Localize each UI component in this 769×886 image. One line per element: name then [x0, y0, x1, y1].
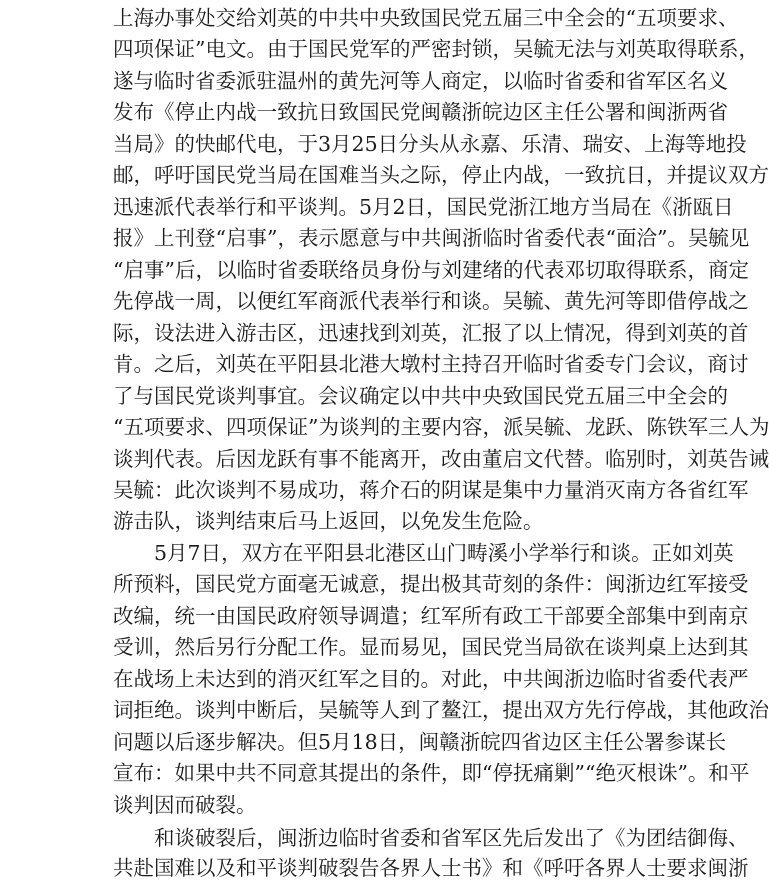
text-line: 迅速派代表举行和平谈判。5月2日，国民党浙江地方当局在《浙瓯日 [113, 195, 734, 219]
paragraph-last-line: 游击队，谈判结束后马上返回，以免发生危险。 [113, 509, 544, 533]
text-line: 共赴国难以及和平谈判破裂告各界人士书》和《呼吁各界人士要求闽浙 [113, 856, 749, 880]
paragraph-first-line: 和谈破裂后，闽浙边临时省委和省军区先后发出了《为团结御侮、 [154, 826, 749, 850]
text-line: 谈判代表。后因龙跃有事不能离开，改由董启文代替。临别时，刘英告诫 [113, 447, 769, 471]
text-line: 在战场上未达到的消灭红军之目的。对此，中共闽浙边临时省委代表严 [113, 667, 749, 691]
text-line: 四项保证”电文。由于国民党军的严密封锁，吴毓无法与刘英取得联系， [113, 37, 759, 61]
text-line: 报》上刊登“启事”，表示愿意与中共闽浙临时省委代表“面洽”。吴毓见 [113, 226, 750, 250]
text-line: 词拒绝。谈判中断后，吴毓等人到了鳌江，提出双方先行停战，其他政治 [113, 698, 769, 722]
text-line: 吴毓：此次谈判不易成功，蒋介石的阴谋是集中力量消灭南方各省红军 [113, 478, 749, 502]
text-line: 宣布：如果中共不同意其提出的条件，即“停抚痛剿”“绝灭根诛”。和平 [113, 761, 750, 785]
text-line: 际，设法进入游击区，迅速找到刘英，汇报了以上情况，得到刘英的首 [113, 321, 749, 345]
document-page [113, 0, 769, 880]
text-line: 所预料，国民党方面毫无诚意，提出极其苛刻的条件：闽浙边红军接受 [113, 572, 749, 596]
text-line: 当局》的快邮代电，于3月25日分头从永嘉、乐清、瑞安、上海等地投 [113, 132, 747, 156]
text-line: 改编，统一由国民政府领导调遣；红军所有政工干部要全部集中到南京 [113, 604, 749, 628]
text-line: 问题以后逐步解决。但5月18日，闽赣浙皖四省边区主任公署参谋长 [113, 730, 727, 754]
text-line: 发布《停止内战一致抗日致国民党闽赣浙皖边区主任公署和闽浙两省 [113, 100, 728, 124]
text-line: 受训，然后另行分配工作。显而易见，国民党当局欲在谈判桌上达到其 [113, 635, 749, 659]
text-line: 遂与临时省委派驻温州的黄先河等人商定，以临时省委和省军区名义 [113, 69, 728, 93]
text-line: 肯。之后，刘英在平阳县北港大墩村主持召开临时省委专门会议，商讨 [113, 352, 749, 376]
paragraph-first-line: 5月7日，双方在平阳县北港区山门畴溪小学举行和谈。正如刘英 [154, 541, 734, 565]
text-line: 了与国民党谈判事宜。会议确定以中共中央致国民党五届三中全会的 [113, 384, 728, 408]
text-line: “五项要求、四项保证”为谈判的主要内容，派吴毓、龙跃、陈铁军三人为 [113, 415, 769, 439]
text-line: 邮，呼吁国民党当局在国难当头之际，停止内战，一致抗日，并提议双方 [113, 163, 769, 187]
text-line: “启事”后，以临时省委联络员身份与刘建绪的代表邓切取得联系，商定 [113, 258, 749, 282]
text-line: 先停战一周，以便红军商派代表举行和谈。吴毓、黄先河等即借停战之 [113, 289, 749, 313]
text-line: 上海办事处交给刘英的中共中央致国民党五届三中全会的“五项要求、 [113, 6, 739, 30]
paragraph-last-line: 谈判因而破裂。 [113, 793, 257, 817]
